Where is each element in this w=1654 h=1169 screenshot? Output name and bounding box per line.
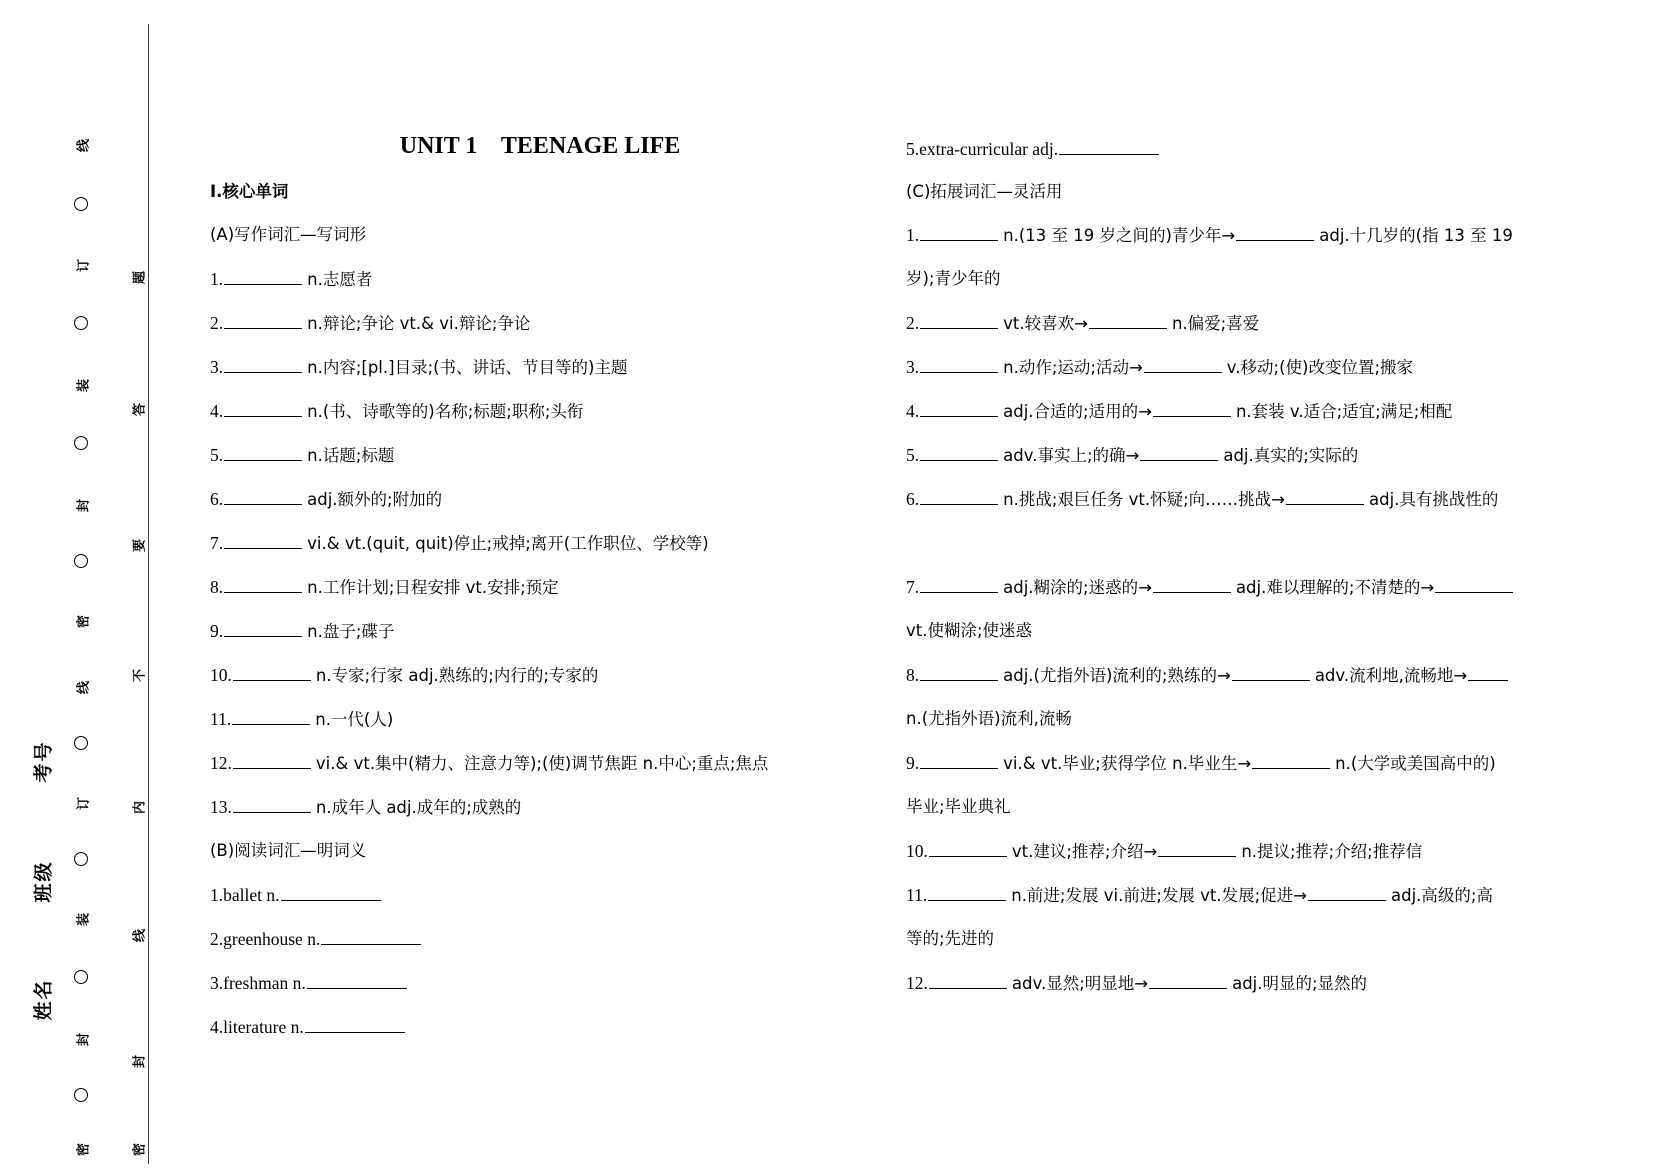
answer-blank[interactable] xyxy=(920,352,998,373)
list-item: 3. n.动作;运动;活动→ v.移动;(使)改变位置;搬家 xyxy=(906,351,1413,383)
margin-char: 封 xyxy=(76,499,92,513)
margin-char: 密 xyxy=(76,615,92,629)
answer-blank[interactable] xyxy=(920,572,998,593)
list-item: 11. n.一代(人) xyxy=(210,703,393,735)
answer-blank[interactable] xyxy=(920,748,998,769)
list-item: 7. vi.& vt.(quit, quit)停止;戒掉;离开(工作职位、学校等) xyxy=(210,527,709,559)
list-item: 5.extra-curricular adj. xyxy=(906,133,1164,165)
answer-blank[interactable] xyxy=(307,968,407,989)
answer-blank[interactable] xyxy=(224,528,302,549)
answer-blank[interactable] xyxy=(1140,440,1218,461)
margin-circle xyxy=(74,554,88,568)
list-item: 13. n.成年人 adj.成年的;成熟的 xyxy=(210,791,521,823)
answer-blank[interactable] xyxy=(1236,220,1314,241)
section-core-words: Ⅰ.核心单词 xyxy=(210,182,289,201)
margin-circle xyxy=(74,970,88,984)
answer-blank[interactable] xyxy=(1308,880,1386,901)
answer-blank[interactable] xyxy=(920,440,998,461)
answer-blank[interactable] xyxy=(281,880,381,901)
list-item-continuation: n.(尤指外语)流利,流畅 xyxy=(906,709,1072,728)
list-item: 10. vt.建议;推荐;介绍→ n.提议;推荐;介绍;推荐信 xyxy=(906,835,1422,867)
list-item-continuation: 等的;先进的 xyxy=(906,929,995,948)
list-item: 4. n.(书、诗歌等的)名称;标题;职称;头衔 xyxy=(210,395,583,427)
answer-blank[interactable] xyxy=(233,792,311,813)
answer-blank[interactable] xyxy=(305,1012,405,1033)
list-item: 1. n.志愿者 xyxy=(210,263,372,295)
answer-blank[interactable] xyxy=(920,220,998,241)
answer-blank[interactable] xyxy=(928,880,1006,901)
margin-char: 密 xyxy=(132,1143,148,1157)
margin-char: 装 xyxy=(76,379,92,393)
list-item: 1.ballet n. xyxy=(210,879,386,911)
margin-char: 密 xyxy=(76,1143,92,1157)
margin-char: 订 xyxy=(76,797,92,811)
answer-blank[interactable] xyxy=(224,396,302,417)
subsection-writing: (A)写作词汇—写词形 xyxy=(210,225,367,244)
margin-circle xyxy=(74,197,88,211)
answer-blank[interactable] xyxy=(1153,572,1231,593)
answer-blank[interactable] xyxy=(920,396,998,417)
list-item: 9. vi.& vt.毕业;获得学位 n.毕业生→ n.(大学或美国高中的) xyxy=(906,747,1496,779)
margin-circle xyxy=(74,852,88,866)
answer-blank[interactable] xyxy=(321,924,421,945)
answer-blank[interactable] xyxy=(224,616,302,637)
answer-blank[interactable] xyxy=(1059,134,1159,155)
list-item: 6. n.挑战;艰巨任务 vt.怀疑;向……挑战→ adj.具有挑战性的 xyxy=(906,483,1498,515)
answer-blank[interactable] xyxy=(233,748,311,769)
answer-blank[interactable] xyxy=(224,440,302,461)
answer-blank[interactable] xyxy=(224,572,302,593)
answer-blank[interactable] xyxy=(920,660,998,681)
answer-blank[interactable] xyxy=(1153,396,1231,417)
class-label: 班级 xyxy=(32,860,55,903)
answer-blank[interactable] xyxy=(920,308,998,329)
list-item: 3. n.内容;[pl.]目录;(书、讲话、节目等的)主题 xyxy=(210,351,628,383)
list-item: 3.freshman n. xyxy=(210,967,412,999)
margin-circle xyxy=(74,1088,88,1102)
list-item: 1. n.(13 至 19 岁之间的)青少年→ adj.十几岁的(指 13 至 19 xyxy=(906,219,1513,251)
margin-char: 答 xyxy=(132,403,148,417)
name-label: 姓名 xyxy=(32,978,55,1021)
list-item: 2. vt.较喜欢→ n.偏爱;喜爱 xyxy=(906,307,1259,339)
margin-char: 封 xyxy=(132,1055,148,1069)
list-item: 7. adj.糊涂的;迷惑的→ adj.难以理解的;不清楚的→ xyxy=(906,571,1518,603)
answer-blank[interactable] xyxy=(1252,748,1330,769)
answer-blank[interactable] xyxy=(224,352,302,373)
answer-blank[interactable] xyxy=(1149,968,1227,989)
exam-number-label: 考号 xyxy=(32,740,55,783)
margin-char: 不 xyxy=(132,669,148,683)
list-item: 10. n.专家;行家 adj.熟练的;内行的;专家的 xyxy=(210,659,598,691)
answer-blank[interactable] xyxy=(233,660,311,681)
margin-char: 线 xyxy=(76,681,92,695)
margin-char: 装 xyxy=(76,913,92,927)
margin-char: 线 xyxy=(132,929,148,943)
margin-char: 要 xyxy=(132,539,148,553)
answer-blank[interactable] xyxy=(1435,572,1513,593)
list-item: 2.greenhouse n. xyxy=(210,923,426,955)
answer-blank[interactable] xyxy=(1232,660,1310,681)
margin-char: 题 xyxy=(132,271,148,285)
answer-blank[interactable] xyxy=(929,968,1007,989)
list-item: 2. n.辩论;争论 vt.& vi.辩论;争论 xyxy=(210,307,530,339)
list-item-continuation: 岁);青少年的 xyxy=(906,269,1001,288)
margin-circle xyxy=(74,436,88,450)
binding-line xyxy=(148,24,149,1164)
list-item-continuation: vt.使糊涂;使迷惑 xyxy=(906,621,1033,640)
list-item: 6. adj.额外的;附加的 xyxy=(210,483,442,515)
answer-blank[interactable] xyxy=(1286,484,1364,505)
list-item: 12. adv.显然;明显地→ adj.明显的;显然的 xyxy=(906,967,1367,999)
answer-blank[interactable] xyxy=(1144,352,1222,373)
list-item: 8. n.工作计划;日程安排 vt.安排;预定 xyxy=(210,571,559,603)
answer-blank[interactable] xyxy=(929,836,1007,857)
list-item: 12. vi.& vt.集中(精力、注意力等);(使)调节焦距 n.中心;重点;焦点 xyxy=(210,747,768,779)
answer-blank[interactable] xyxy=(224,308,302,329)
answer-blank[interactable] xyxy=(1089,308,1167,329)
subsection-extended: (C)拓展词汇—灵活用 xyxy=(906,182,1063,201)
margin-circle xyxy=(74,736,88,750)
list-item-continuation: 毕业;毕业典礼 xyxy=(906,797,1011,816)
margin-char: 线 xyxy=(76,139,92,153)
margin-circle xyxy=(74,316,88,330)
answer-blank[interactable] xyxy=(224,484,302,505)
list-item: 11. n.前进;发展 vi.前进;发展 vt.发展;促进→ adj.高级的;高 xyxy=(906,879,1493,911)
answer-blank[interactable] xyxy=(1158,836,1236,857)
answer-blank[interactable] xyxy=(920,484,998,505)
list-item: 8. adj.(尤指外语)流利的;熟练的→ adv.流利地,流畅地→ xyxy=(906,659,1513,691)
margin-char: 封 xyxy=(76,1033,92,1047)
answer-blank[interactable] xyxy=(224,264,302,285)
subsection-reading: (B)阅读词汇—明词义 xyxy=(210,841,367,860)
list-item: 5. adv.事实上;的确→ adj.真实的;实际的 xyxy=(906,439,1358,471)
answer-blank[interactable] xyxy=(1468,660,1508,681)
page-title: UNIT 1 TEENAGE LIFE xyxy=(399,133,681,159)
list-item: 9. n.盘子;碟子 xyxy=(210,615,394,647)
margin-char: 订 xyxy=(76,259,92,273)
list-item: 4.literature n. xyxy=(210,1011,410,1043)
list-item: 4. adj.合适的;适用的→ n.套装 v.适合;适宜;满足;相配 xyxy=(906,395,1452,427)
list-item: 5. n.话题;标题 xyxy=(210,439,394,471)
answer-blank[interactable] xyxy=(232,704,310,725)
margin-char: 内 xyxy=(132,801,148,815)
